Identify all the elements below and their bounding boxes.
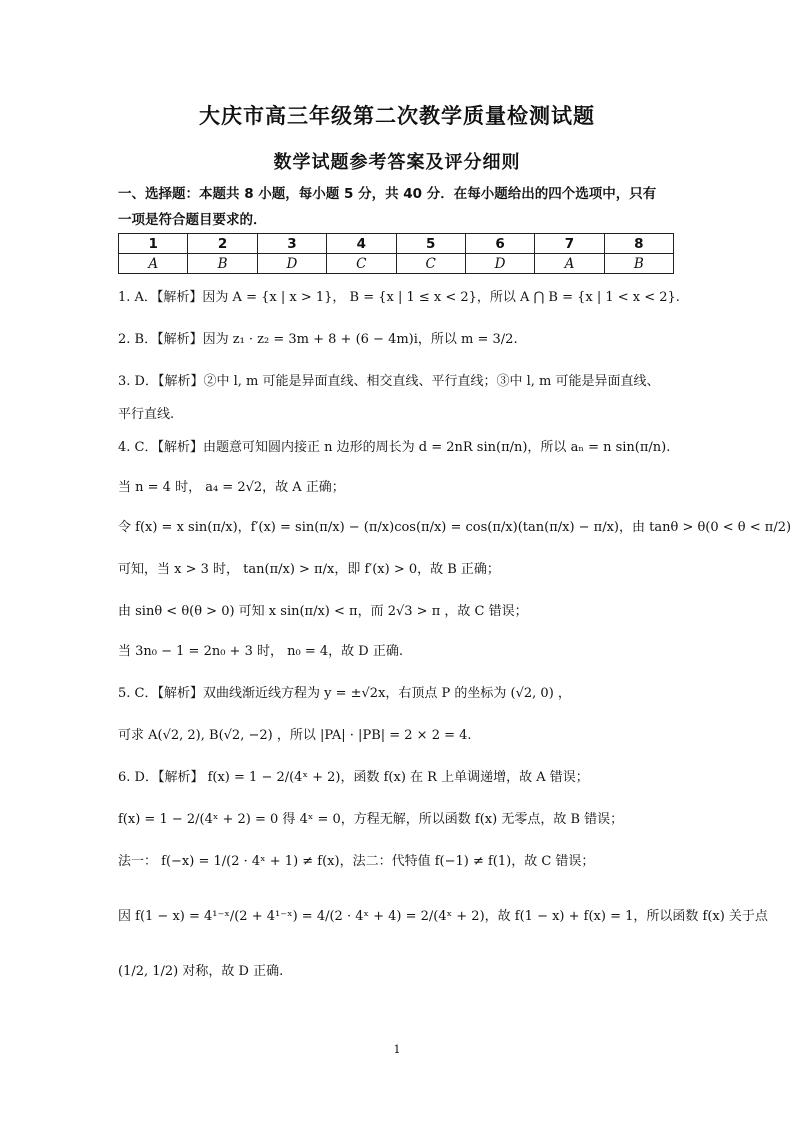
solution-line-6-a: f(x) = 1 − 2/(4ˣ + 2) = 0 得 4ˣ = 0，方程无解，所以函数 f(x) 无零点，故 B 错误； bbox=[118, 812, 624, 827]
solution-line-3-cont: 平行直线. bbox=[118, 407, 175, 422]
solution-line-4-a: 当 n = 4 时， a₄ = 2√2，故 A 正确； bbox=[118, 480, 345, 495]
solution-line-4-c: 可知，当 x > 3 时， tan(π/x) > π/x，即 f′(x) > 0，故 B 正确； bbox=[118, 562, 500, 577]
question-number: 2 bbox=[188, 234, 257, 254]
answer-cell: D bbox=[465, 254, 534, 274]
solution-line-6-b: 法一： f(−x) = 1/(2 · 4ˣ + 1) ≠ f(x)，法二：代特值 f(−1) ≠ f(1)，故 C 错误； bbox=[118, 854, 595, 869]
solution-line-6: 6. D．【解析】 f(x) = 1 − 2/(4ˣ + 2)，函数 f(x) 在 R 上单调递增，故 A 错误； bbox=[118, 770, 589, 785]
answer-cell: A bbox=[535, 254, 604, 274]
solution-line-4-b: 令 f(x) = x sin(π/x)，f′(x) = sin(π/x) − (π/x)cos(π/x) = cos(π/x)(tan(π/x) − π/x)，由 tanθ > θ(0 < θ < π/2) bbox=[118, 520, 792, 535]
answer-table-answer-row bbox=[119, 254, 674, 274]
answer-cell: A bbox=[119, 254, 188, 274]
solution-line-5: 5. C．【解析】双曲线渐近线方程为 y = ±√2x，右顶点 P 的坐标为 (√2, 0) ， bbox=[118, 686, 571, 701]
solution-line-6-c: 因 f(1 − x) = 4¹⁻ˣ/(2 + 4¹⁻ˣ) = 4/(2 · 4ˣ + 4) = 2/(4ˣ + 2)，故 f(1 − x) + f(x) = 1，所以函数 f(x) 关于点 bbox=[118, 909, 768, 924]
section-heading-line-1: 一、选择题：本题共 8 小题，每小题 5 分，共 40 分．在每小题给出的四个选项中，只有 bbox=[118, 186, 657, 202]
page-subtitle: 数学试题参考答案及评分细则 bbox=[273, 152, 521, 173]
solution-line-3: 3. D．【解析】②中 l, m 可能是异面直线、相交直线、平行直线；③中 l, m 可能是异面直线、 bbox=[118, 374, 660, 389]
question-number: 6 bbox=[465, 234, 534, 254]
solution-line-6-d: (1/2, 1/2) 对称，故 D 正确. bbox=[118, 964, 284, 979]
question-number: 3 bbox=[257, 234, 326, 254]
answer-cell: D bbox=[257, 254, 326, 274]
solution-line-5-a: 可求 A(√2, 2), B(√2, −2) ，所以 |PA| · |PB| = 2 × 2 = 4. bbox=[118, 728, 472, 743]
question-number: 7 bbox=[535, 234, 604, 254]
section-heading-line-2: 一项是符合题目要求的． bbox=[118, 212, 267, 228]
solution-line-4-d: 由 sinθ < θ(θ > 0) 可知 x sin(π/x) < π，而 2√3 > π ，故 C 错误； bbox=[118, 604, 528, 619]
question-number: 1 bbox=[119, 234, 188, 254]
question-number: 5 bbox=[396, 234, 465, 254]
question-number: 8 bbox=[604, 234, 673, 254]
solution-line-2: 2. B．【解析】因为 z₁ · z₂ = 3m + 8 + (6 − 4m)i，所以 m = 3/2. bbox=[118, 332, 518, 347]
answer-cell: C bbox=[396, 254, 465, 274]
question-number: 4 bbox=[327, 234, 396, 254]
solution-line-1: 1. A．【解析】因为 A = {x | x > 1}， B = {x | 1 ≤ x < 2}，所以 A ⋂ B = {x | 1 < x < 2}. bbox=[118, 290, 680, 305]
solution-line-4: 4. C．【解析】由题意可知圆内接正 n 边形的周长为 d = 2nR sin(π/n)，所以 aₙ = n sin(π/n). bbox=[118, 440, 671, 455]
answer-table bbox=[118, 233, 674, 274]
page-title: 大庆市高三年级第二次教学质量检测试题 bbox=[199, 104, 595, 128]
page-number: 1 bbox=[393, 1043, 401, 1056]
answer-table-header-row bbox=[119, 234, 674, 254]
answer-cell: C bbox=[327, 254, 396, 274]
answer-cell: B bbox=[604, 254, 673, 274]
answer-cell: B bbox=[188, 254, 257, 274]
solution-line-4-e: 当 3n₀ − 1 = 2n₀ + 3 时， n₀ = 4，故 D 正确. bbox=[118, 644, 403, 659]
